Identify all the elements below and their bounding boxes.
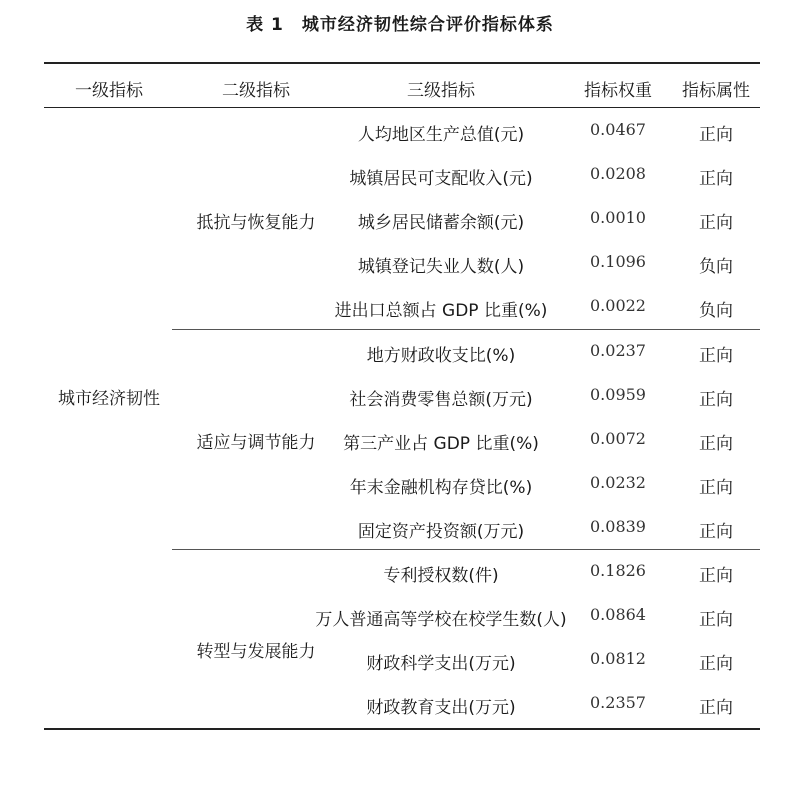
group-divider-2: [172, 549, 760, 550]
weight-cell: 0.0208: [590, 164, 646, 183]
indicator-cell: 财政科学支出(万元): [366, 654, 516, 674]
weight-cell: 0.2357: [590, 693, 646, 712]
indicator-cell: 城镇居民可支配收入(元): [349, 169, 533, 189]
indicator-cell: 第三产业占 GDP 比重(%): [343, 434, 539, 454]
weight-cell: 0.0237: [590, 341, 646, 360]
weight-cell: 0.0812: [590, 649, 646, 668]
bottom-rule: [44, 728, 760, 730]
attribute-cell: 负向: [699, 257, 733, 277]
indicator-cell: 年末金融机构存贷比(%): [349, 478, 533, 498]
header-weight: 指标权重: [584, 81, 652, 101]
group-label-adaptation: 适应与调节能力: [196, 433, 316, 453]
attribute-cell: 负向: [699, 301, 733, 321]
weight-cell: 0.1096: [590, 252, 646, 271]
indicator-cell: 城镇登记失业人数(人): [357, 257, 525, 277]
attribute-cell: 正向: [699, 169, 733, 189]
table-title: 表 1 城市经济韧性综合评价指标体系: [246, 15, 554, 35]
attribute-cell: 正向: [699, 566, 733, 586]
attribute-cell: 正向: [699, 346, 733, 366]
attribute-cell: 正向: [699, 213, 733, 233]
attribute-cell: 正向: [699, 125, 733, 145]
weight-cell: 0.0959: [590, 385, 646, 404]
header-level1: 一级指标: [75, 81, 143, 101]
weight-cell: 0.0864: [590, 605, 646, 624]
weight-cell: 0.0839: [590, 517, 646, 536]
level1-label: 城市经济韧性: [58, 389, 160, 409]
header-rule: [44, 107, 760, 108]
attribute-cell: 正向: [699, 522, 733, 542]
group-label-resistance: 抵抗与恢复能力: [196, 213, 316, 233]
indicator-cell: 地方财政收支比(%): [366, 346, 516, 366]
weight-cell: 0.0022: [590, 296, 646, 315]
indicator-cell: 财政教育支出(万元): [366, 698, 516, 718]
weight-cell: 0.0232: [590, 473, 646, 492]
header-attribute: 指标属性: [682, 81, 750, 101]
header-level2: 二级指标: [222, 81, 290, 101]
attribute-cell: 正向: [699, 610, 733, 630]
weight-cell: 0.0467: [590, 120, 646, 139]
attribute-cell: 正向: [699, 478, 733, 498]
indicator-cell: 专利授权数(件): [383, 566, 499, 586]
indicator-cell: 人均地区生产总值(元): [357, 125, 525, 145]
attribute-cell: 正向: [699, 654, 733, 674]
weight-cell: 0.0010: [590, 208, 646, 227]
weight-cell: 0.1826: [590, 561, 646, 580]
indicator-cell: 城乡居民储蓄余额(元): [357, 213, 525, 233]
indicator-cell: 万人普通高等学校在校学生数(人): [315, 610, 567, 630]
attribute-cell: 正向: [699, 434, 733, 454]
attribute-cell: 正向: [699, 698, 733, 718]
weight-cell: 0.0072: [590, 429, 646, 448]
top-rule: [44, 62, 760, 64]
group-divider-1: [172, 329, 760, 330]
indicator-cell: 社会消费零售总额(万元): [349, 390, 533, 410]
header-level3: 三级指标: [407, 81, 475, 101]
indicator-cell: 固定资产投资额(万元): [357, 522, 525, 542]
attribute-cell: 正向: [699, 390, 733, 410]
indicator-cell: 进出口总额占 GDP 比重(%): [334, 301, 548, 321]
group-label-transformation: 转型与发展能力: [196, 642, 316, 662]
